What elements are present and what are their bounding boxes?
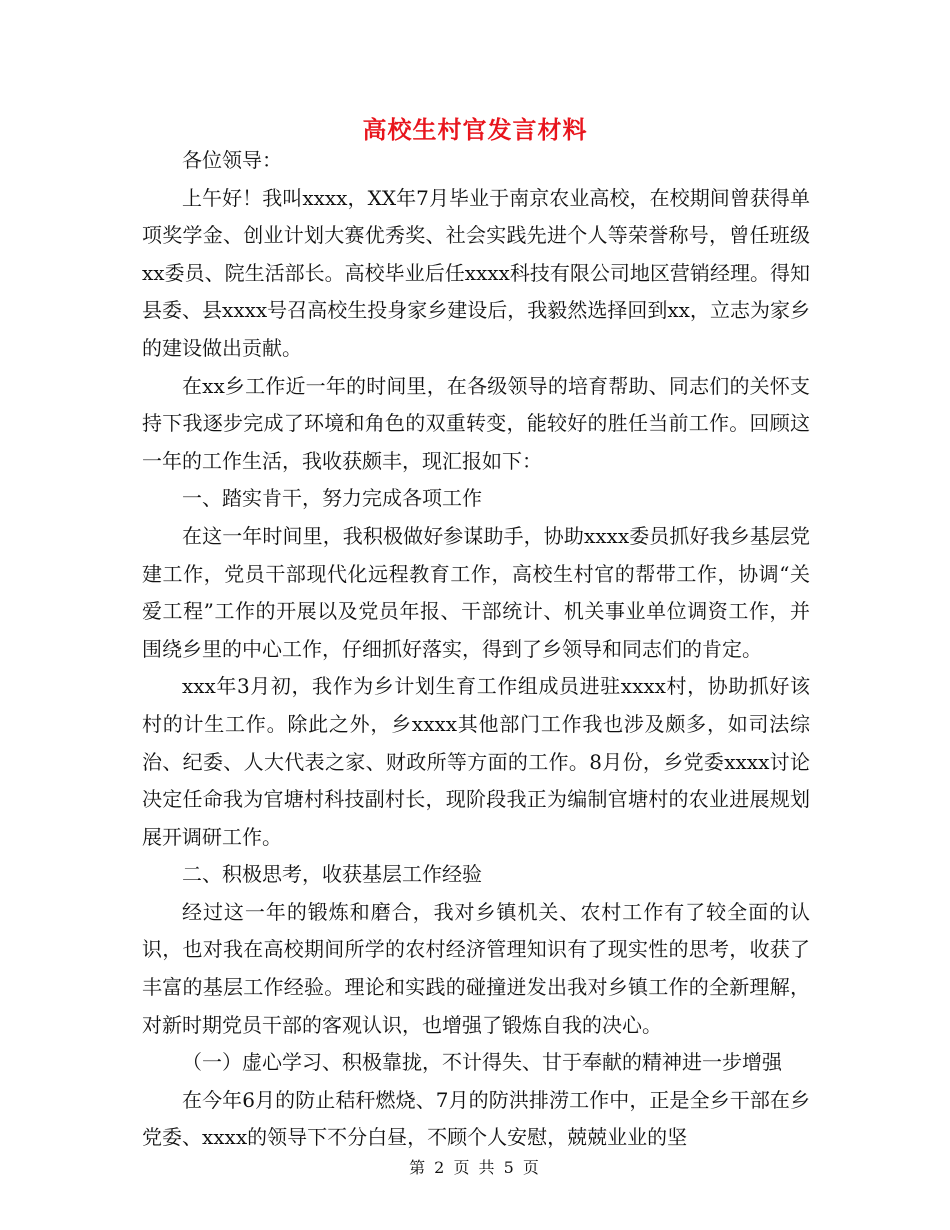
- document-title: 高校生村官发言材料: [362, 115, 588, 144]
- section-heading: 二、积极思考，收获基层工作经验: [182, 862, 482, 887]
- paragraph: 在今年6月的防止秸秆燃烧、7月的防洪排涝工作中，正是全乡干部在乡党委、xxxx的领导下不分白昼，不顾个人安慰，兢兢业业的坚: [142, 1087, 810, 1150]
- section-heading: 一、踏实肯干，努力完成各项工作: [182, 486, 482, 511]
- paragraph: 上午好！我叫xxxx，XX年7月毕业于南京农业高校，在校期间曾获得单项奖学金、创业计划大赛优秀奖、社会实践先进个人等荣誉称号，曾任班级xx委员、院生活部长。高校毕业后任xxxx科技有限公司地区营销经理。得知县委、县xxxx号召高校生投身家乡建设后，我毅然选择回到xx，立志为家乡的建设做出贡献。: [142, 185, 810, 360]
- salutation: 各位领导：: [182, 148, 282, 172]
- subsection-heading: （一）虚心学习、积极靠拢，不计得失、甘于奉献的精神进一步增强: [182, 1050, 782, 1075]
- paragraph: 在这一年时间里，我积极做好参谋助手，协助xxxx委员抓好我乡基层党建工作，党员干部现代化远程教育工作，高校生村官的帮带工作，协调“关爱工程”工作的开展以及党员年报、干部统计、机关事业单位调资工作，并围绕乡里的中心工作，仔细抓好落实，得到了乡领导和同志们的肯定。: [142, 523, 810, 661]
- paragraph: 经过这一年的锻炼和磨合，我对乡镇机关、农村工作有了较全面的认识，也对我在高校期间所学的农村经济管理知识有了现实性的思考，收获了丰富的基层工作经验。理论和实践的碰撞迸发出我对乡镇工作的全新理解，对新时期党员干部的客观认识，也增强了锻炼自我的决心。: [142, 899, 810, 1037]
- paragraph: xxx年3月初，我作为乡计划生育工作组成员进驻xxxx村，协助抓好该村的计生工作。除此之外，乡xxxx其他部门工作我也涉及颇多，如司法综治、纪委、人大代表之家、财政所等方面的工作。8月份，乡党委xxxx讨论决定任命我为官塘村科技副村长，现阶段我正为编制官塘村的农业进展规划展开调研工作。: [142, 674, 810, 849]
- document-body: [142, 142, 810, 1157]
- paragraph: 在xx乡工作近一年的时间里，在各级领导的培育帮助、同志们的关怀支持下我逐步完成了环境和角色的双重转变，能较好的胜任当前工作。回顾这一年的工作生活，我收获颇丰，现汇报如下：: [142, 373, 810, 473]
- page-number: 第 2 页 共 5 页: [409, 1158, 541, 1177]
